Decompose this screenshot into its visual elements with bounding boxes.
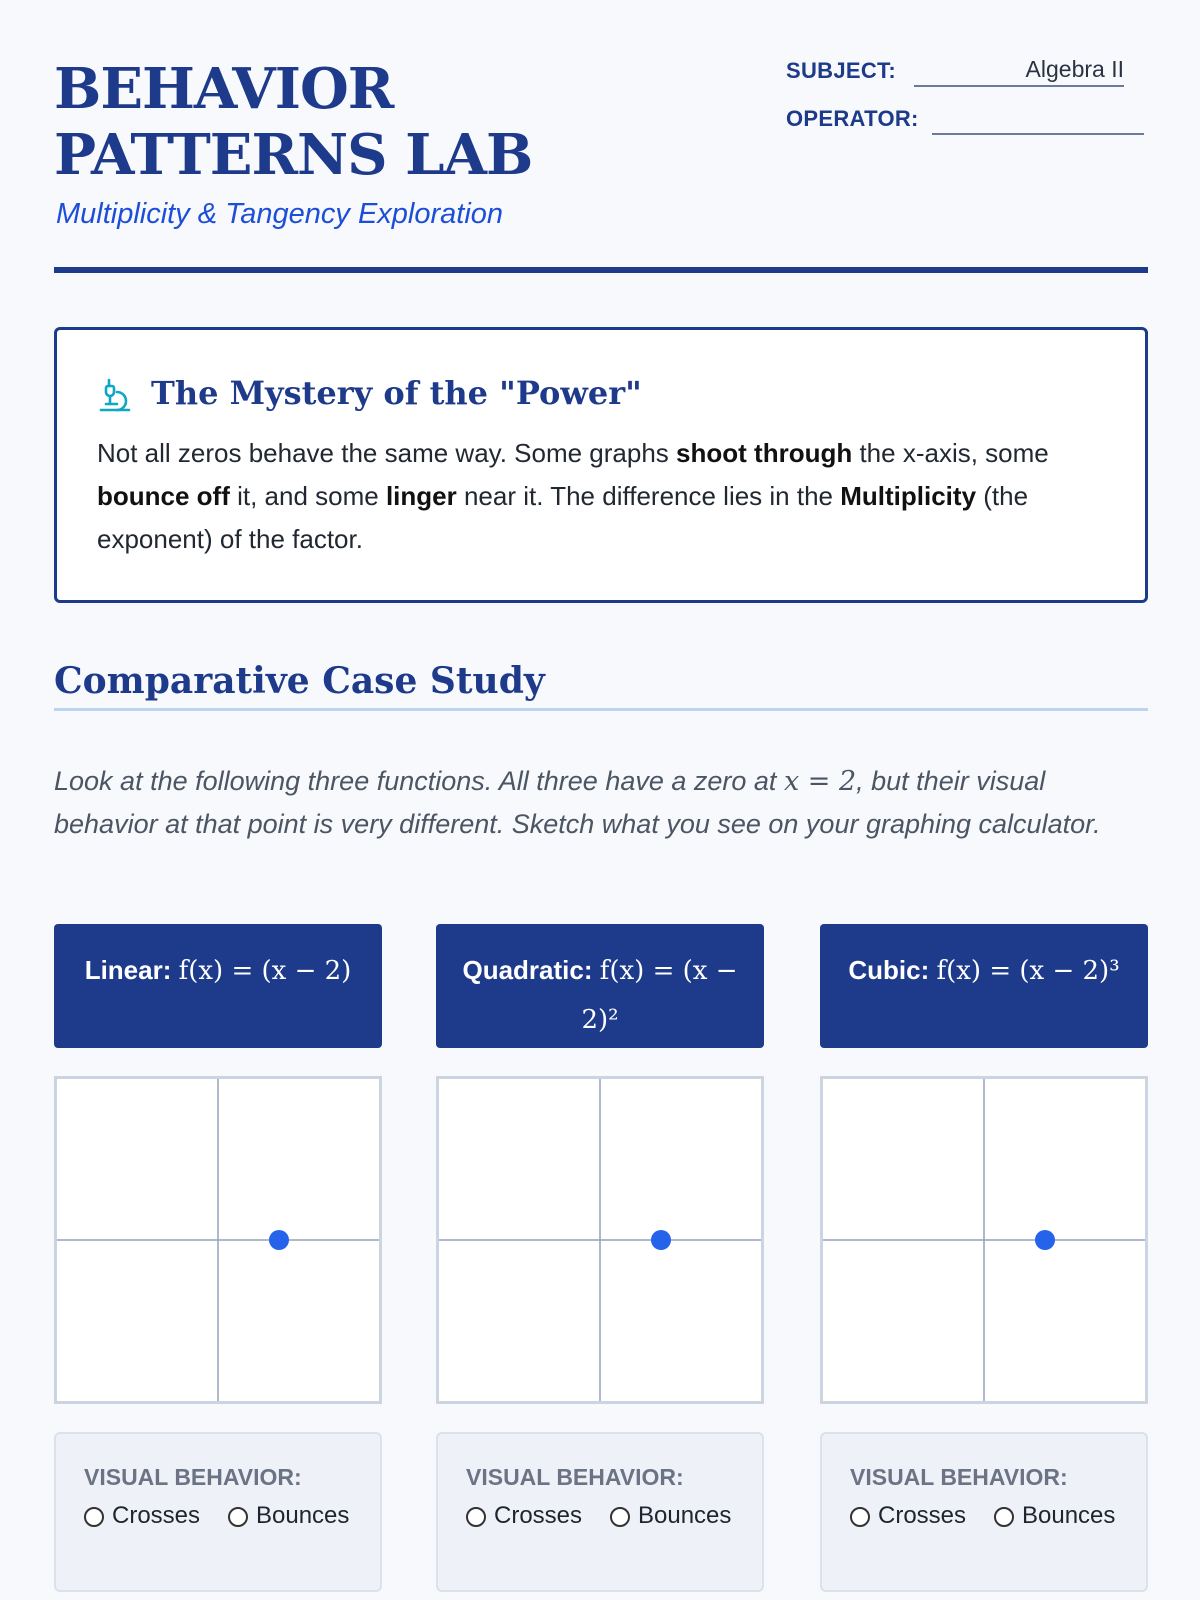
sketch-axes — [439, 1079, 761, 1401]
subject-underline — [914, 85, 1124, 87]
bounces-radio[interactable] — [994, 1507, 1014, 1527]
section-title: Comparative Case Study — [54, 660, 545, 702]
case-label: Cubic: — [848, 955, 930, 985]
behavior-label: VISUAL BEHAVIOR: — [84, 1464, 302, 1490]
behavior-panel — [820, 1432, 1148, 1592]
case-label: Linear: — [84, 955, 172, 985]
instructions — [54, 760, 1148, 845]
section-divider — [54, 708, 1148, 711]
case-equation: f(x) = (x − 2)² — [581, 956, 738, 1035]
bounces-radio[interactable] — [228, 1507, 248, 1527]
case-header — [54, 924, 382, 1048]
bounces-label: Bounces — [638, 1502, 732, 1529]
mystery-emphasis-multiplicity: Multiplicity — [840, 481, 977, 511]
operator-label: OPERATOR: — [786, 106, 919, 131]
crosses-label: Crosses — [494, 1502, 583, 1529]
mystery-text-4: near it. The difference lies in the — [456, 481, 841, 511]
subject-field — [786, 56, 1148, 104]
mystery-text-3: it, and some — [229, 481, 386, 511]
header — [54, 56, 1148, 274]
case-equation: f(x) = (x − 2) — [178, 956, 352, 986]
zero-point-marker — [1035, 1230, 1055, 1250]
subject-value[interactable]: Algebra II — [1025, 56, 1124, 82]
mystery-text-2: the x-axis, some — [852, 438, 1049, 468]
mystery-emphasis-shoot-through: shoot through — [676, 438, 853, 468]
page-title: BEHAVIOR PATTERNS LAB — [54, 56, 533, 188]
crosses-label: Crosses — [878, 1502, 967, 1529]
case-equation: f(x) = (x − 2)³ — [936, 956, 1120, 986]
mystery-title: The Mystery of the "Power" — [151, 374, 642, 412]
instructions-text-1: Look at the following three functions. All three have a zero at — [54, 766, 784, 796]
behavior-label: VISUAL BEHAVIOR: — [466, 1464, 684, 1490]
case-header — [820, 924, 1148, 1048]
instructions-text-2: , but their visual behavior at that point is very different. Sketch what you see on your graphing calculator. — [54, 766, 1101, 839]
bounces-radio[interactable] — [610, 1507, 630, 1527]
behavior-panel — [54, 1432, 382, 1592]
sketch-axes — [57, 1079, 379, 1401]
instructions-math: x = 2 — [783, 766, 857, 797]
mystery-text-5: (the exponent) of the factor. — [97, 481, 1029, 554]
case-header — [436, 924, 764, 1048]
crosses-radio[interactable] — [466, 1507, 486, 1527]
behavior-panel — [436, 1432, 764, 1592]
case-label: Quadratic: — [462, 955, 593, 985]
crosses-radio[interactable] — [84, 1507, 104, 1527]
bounces-label: Bounces — [256, 1502, 350, 1529]
mystery-callout — [54, 327, 1148, 603]
crosses-radio[interactable] — [850, 1507, 870, 1527]
sketch-grid[interactable] — [820, 1076, 1148, 1404]
header-divider — [54, 267, 1148, 273]
sketch-grid[interactable] — [54, 1076, 382, 1404]
mystery-emphasis-linger: linger — [385, 481, 457, 511]
mystery-text-1: Not all zeros behave the same way. Some graphs — [97, 438, 677, 468]
operator-underline — [932, 133, 1144, 135]
sketch-axes — [823, 1079, 1145, 1401]
subject-label: SUBJECT: — [786, 58, 896, 83]
meta-fields — [786, 56, 1148, 152]
operator-field — [786, 104, 1148, 152]
page-subtitle: Multiplicity & Tangency Exploration — [56, 198, 504, 230]
bounces-label: Bounces — [1022, 1502, 1116, 1529]
sketch-grid[interactable] — [436, 1076, 764, 1404]
zero-point-marker — [651, 1230, 671, 1250]
behavior-label: VISUAL BEHAVIOR: — [850, 1464, 1068, 1490]
mystery-body — [97, 432, 1097, 561]
microscope-icon — [97, 376, 135, 414]
zero-point-marker — [269, 1230, 289, 1250]
mystery-emphasis-bounce-off: bounce off — [97, 481, 230, 511]
crosses-label: Crosses — [112, 1502, 201, 1529]
worksheet-page — [54, 0, 1148, 1600]
